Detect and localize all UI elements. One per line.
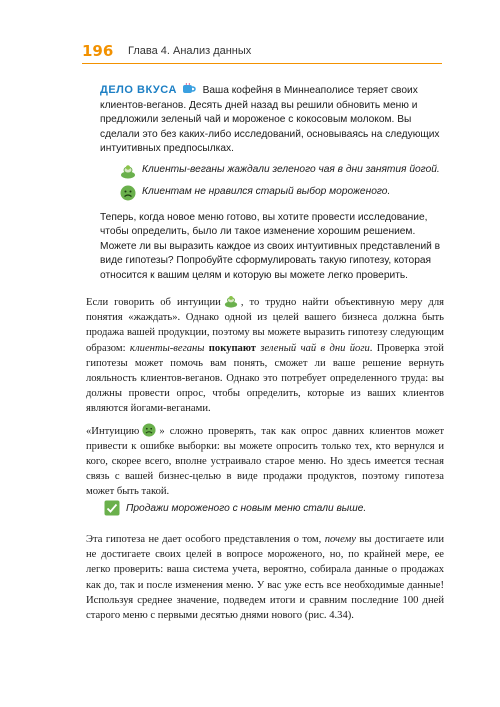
hypothesis-item xyxy=(104,500,366,516)
main-text xyxy=(86,532,444,623)
tip-intro xyxy=(100,83,450,157)
tip-outro: Теперь, когда новое меню готово, вы хотите провести исследование, чтобы определить, было ли такое изменение хорошим решением. Можете ли вы выразить каждое из своих интуитивных представлений в виде гипотезы? Попробуйте сформулировать такую гипотезу, которая относится к вашим целям и которую вы можете легко проверить. xyxy=(100,211,441,281)
sad-face-icon xyxy=(142,423,156,437)
header-rule xyxy=(82,63,442,64)
belief-text: Клиенты-веганы жаждали зеленого чая в дни занятия йогой. xyxy=(142,164,440,176)
belief-item xyxy=(120,185,450,201)
bold-run: покупают xyxy=(204,342,261,354)
text-run: Если говорить об интуиции xyxy=(86,297,221,308)
main-text xyxy=(86,294,444,506)
text-run: . Проверка этой гипотезы может помочь вам понять, сможет ли ваше решение вернуть лояльность клиентов-веганов. Однако это потребует определенного труда: вы должны провести опрос, чтобы определить, которые из ваших клиентов являются йогами-веганами. xyxy=(86,342,444,415)
check-icon xyxy=(104,500,120,516)
page-number: 196 xyxy=(82,42,114,60)
yoga-emoji-icon xyxy=(224,294,238,308)
yoga-emoji-icon xyxy=(120,163,136,179)
italic-run: почему xyxy=(324,534,356,545)
coffee-cup-icon xyxy=(182,83,196,95)
text-run: Эта гипотеза не дает особого представления о том, xyxy=(86,534,325,545)
belief-item xyxy=(120,163,450,179)
text-run: , то трудно найти объективную меру для понятия «жаждать». Однако одной из целей вашего бизнеса должна быть продажа вашей продукции, поэтому вы можете выразить гипотезу следующим образом: xyxy=(86,297,444,354)
paragraph xyxy=(86,532,444,623)
paragraph xyxy=(86,423,444,500)
belief-text: Клиентам не нравился старый выбор мороженого. xyxy=(142,186,391,198)
tip-title: ДЕЛО ВКУСА xyxy=(100,84,177,96)
text-run: вы достигаете или не достигаете своих целей в вопросе мороженого, но, по крайней мере, ее легко проверить: ваша система учета, вероятно, собирала данные о продажах как до, так и после изменения меню. У вас уже есть все необходимые данные! Используя среднее значение, подведем итоги и сравним последние 100 дней старого меню с первыми десятью днями нового (рис. 4.34). xyxy=(86,534,444,622)
hypothesis-text: Продажи мороженого с новым меню стали выше. xyxy=(126,502,367,514)
text-run: «Интуицию xyxy=(86,425,140,437)
chapter-title: Глава 4. Анализ данных xyxy=(128,45,252,57)
tip-intro-text: Ваша кофейня в Миннеаполисе теряет своих клиентов-веганов. Десять дней назад вы решили обновить меню и предложили зеленый чай и мороженое с кокосовым молоком. Вы сделали это без каких-либо исследований, основываясь на следующих интуитивных предпосылках. xyxy=(100,85,440,154)
italic-run: зеленый чай в дни йоги xyxy=(260,342,370,354)
text-run: » сложно проверять, так как опрос давних клиентов может привести к ошибке выборки: вы можете опросить только тех, кто вернулся и кого, скорее всего, вполне устраивало старое меню. Но здесь имеется тесная связь с вашей бизнес-целью в виде продажи продуктов, поэтому гипотеза может быть такой. xyxy=(86,425,444,498)
sad-face-icon xyxy=(120,185,136,201)
italic-run: клиенты-веганы xyxy=(129,342,205,354)
tip-box xyxy=(100,83,450,283)
paragraph xyxy=(86,294,444,417)
